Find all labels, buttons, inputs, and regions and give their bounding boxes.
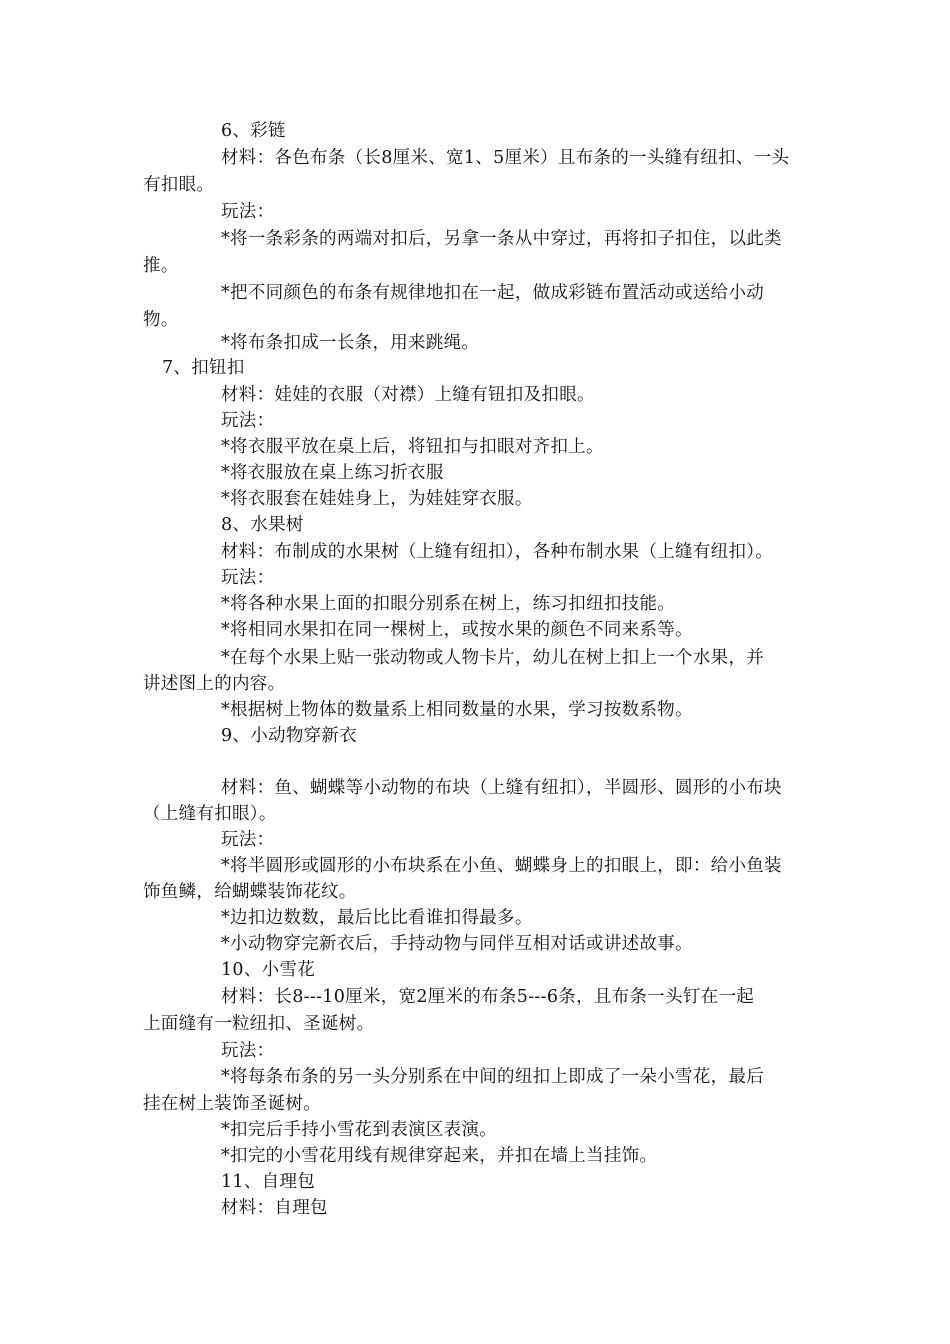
paragraph-line: *在每个水果上贴一张动物或人物卡片，幼儿在树上扣上一个水果，并: [221, 648, 765, 668]
paragraph-line: *将布条扣成一长条，用来跳绳。: [221, 333, 480, 353]
paragraph-line: 材料：娃娃的衣服（对襟）上缝有钮扣及扣眼。: [221, 385, 595, 405]
section-label: 玩法：: [221, 411, 275, 431]
paragraph-line: 材料：自理包: [221, 1198, 328, 1218]
paragraph-line: *将衣服放在桌上练习折衣服: [221, 463, 444, 483]
paragraph-line: *边扣边数数，最后比比看谁扣得最多。: [221, 908, 533, 928]
paragraph-line: 材料：各色布条（长8厘米、宽1、5厘米）且布条的一头缝有纽扣、一头: [221, 148, 790, 168]
paragraph-line: 讲述图上的内容。: [143, 674, 286, 694]
paragraph-line: 挂在树上装饰圣诞树。: [143, 1094, 321, 1114]
paragraph-line: *将一条彩条的两端对扣后，另拿一条从中穿过，再将扣子扣住，以此类: [221, 229, 782, 249]
paragraph-line: 物。: [143, 310, 179, 330]
paragraph-line: *扣完后手持小雪花到表演区表演。: [221, 1120, 498, 1140]
heading-8: 8、水果树: [221, 515, 304, 535]
paragraph-line: *小动物穿完新衣后，手持动物与同伴互相对话或讲述故事。: [221, 934, 693, 954]
paragraph-line: *将衣服平放在桌上后，将钮扣与扣眼对齐扣上。: [221, 437, 604, 457]
paragraph-line: *将每条布条的另一头分别系在中间的纽扣上即成了一朵小雪花，最后: [221, 1067, 765, 1087]
heading-7: 7、扣钮扣: [162, 358, 245, 378]
paragraph-line: 材料：鱼、蝴蝶等小动物的布块（上缝有纽扣），半圆形、圆形的小布块: [221, 778, 782, 798]
paragraph-line: 饰鱼鳞，给蝴蝶装饰花纹。: [143, 882, 357, 902]
heading-6: 6、彩链: [221, 121, 286, 141]
paragraph-line: *根据树上物体的数量系上相同数量的水果，学习按数系物。: [221, 700, 693, 720]
paragraph-line: *将各种水果上面的扣眼分别系在树上，练习扣纽扣技能。: [221, 594, 676, 614]
paragraph-line: *将衣服套在娃娃身上，为娃娃穿衣服。: [221, 489, 533, 509]
section-label: 玩法：: [221, 830, 275, 850]
paragraph-line: 上面缝有一粒纽扣、圣诞树。: [143, 1014, 375, 1034]
paragraph-line: *把不同颜色的布条有规律地扣在一起，做成彩链布置活动或送给小动: [221, 283, 765, 303]
heading-11: 11、自理包: [221, 1172, 316, 1192]
paragraph-line: 有扣眼。: [143, 175, 215, 195]
paragraph-line: （上缝有扣眼）。: [143, 804, 277, 824]
paragraph-line: *将相同水果扣在同一棵树上，或按水果的颜色不同来系等。: [221, 620, 693, 640]
paragraph-line: *扣完的小雪花用线有规律穿起来，并扣在墙上当挂饰。: [221, 1146, 658, 1166]
heading-10: 10、小雪花: [221, 960, 316, 980]
paragraph-line: 材料：长8---10厘米，宽2厘米的布条5---6条，且布条一头钉在一起: [221, 987, 755, 1007]
paragraph-line: 材料：布制成的水果树（上缝有纽扣），各种布制水果（上缝有纽扣）。: [221, 542, 774, 562]
heading-9: 9、小动物穿新衣: [221, 726, 358, 746]
section-label: 玩法：: [221, 1041, 275, 1061]
section-label: 玩法：: [221, 568, 275, 588]
paragraph-line: *将半圆形或圆形的小布块系在小鱼、蝴蝶身上的扣眼上，即：给小鱼装: [221, 856, 782, 876]
paragraph-line: 推。: [143, 256, 179, 276]
section-label: 玩法：: [221, 202, 275, 222]
